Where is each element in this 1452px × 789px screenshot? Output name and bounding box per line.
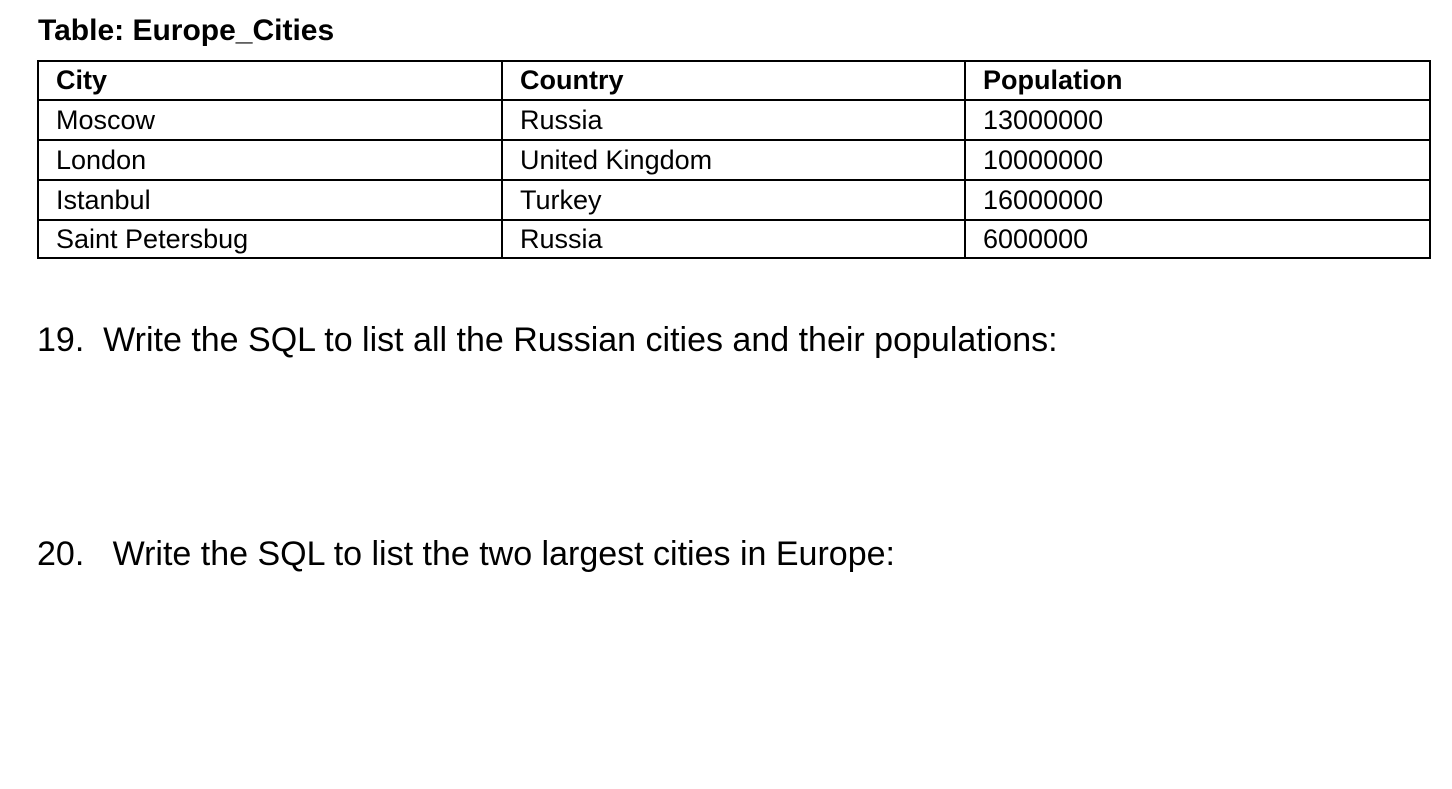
- cell-city: London: [38, 140, 502, 180]
- cell-country: Turkey: [502, 180, 965, 220]
- table-header-row: [38, 61, 1430, 100]
- cell-population: 6000000: [965, 220, 1430, 258]
- europe-cities-table: [37, 60, 1431, 259]
- question-20: [37, 534, 895, 574]
- cell-country: Russia: [502, 100, 965, 140]
- cell-population: 16000000: [965, 180, 1430, 220]
- table-title: Table: Europe_Cities: [38, 14, 335, 47]
- cell-city: Moscow: [38, 100, 502, 140]
- question-text: Write the SQL to list the two largest cities in Europe:: [112, 535, 895, 573]
- table-row: [38, 220, 1430, 258]
- column-header-city: City: [38, 61, 502, 100]
- table-row: [38, 140, 1430, 180]
- table-row: [38, 180, 1430, 220]
- question-19: [37, 320, 1058, 360]
- question-number: 20.: [37, 535, 85, 573]
- table-row: [38, 100, 1430, 140]
- cell-city: Istanbul: [38, 180, 502, 220]
- cell-population: 13000000: [965, 100, 1430, 140]
- cell-city: Saint Petersbug: [38, 220, 502, 258]
- cell-country: United Kingdom: [502, 140, 965, 180]
- column-header-country: Country: [502, 61, 965, 100]
- cell-country: Russia: [502, 220, 965, 258]
- column-header-population: Population: [965, 61, 1430, 100]
- question-number: 19.: [37, 321, 85, 359]
- cell-population: 10000000: [965, 140, 1430, 180]
- question-text: Write the SQL to list all the Russian cities and their populations:: [103, 321, 1058, 359]
